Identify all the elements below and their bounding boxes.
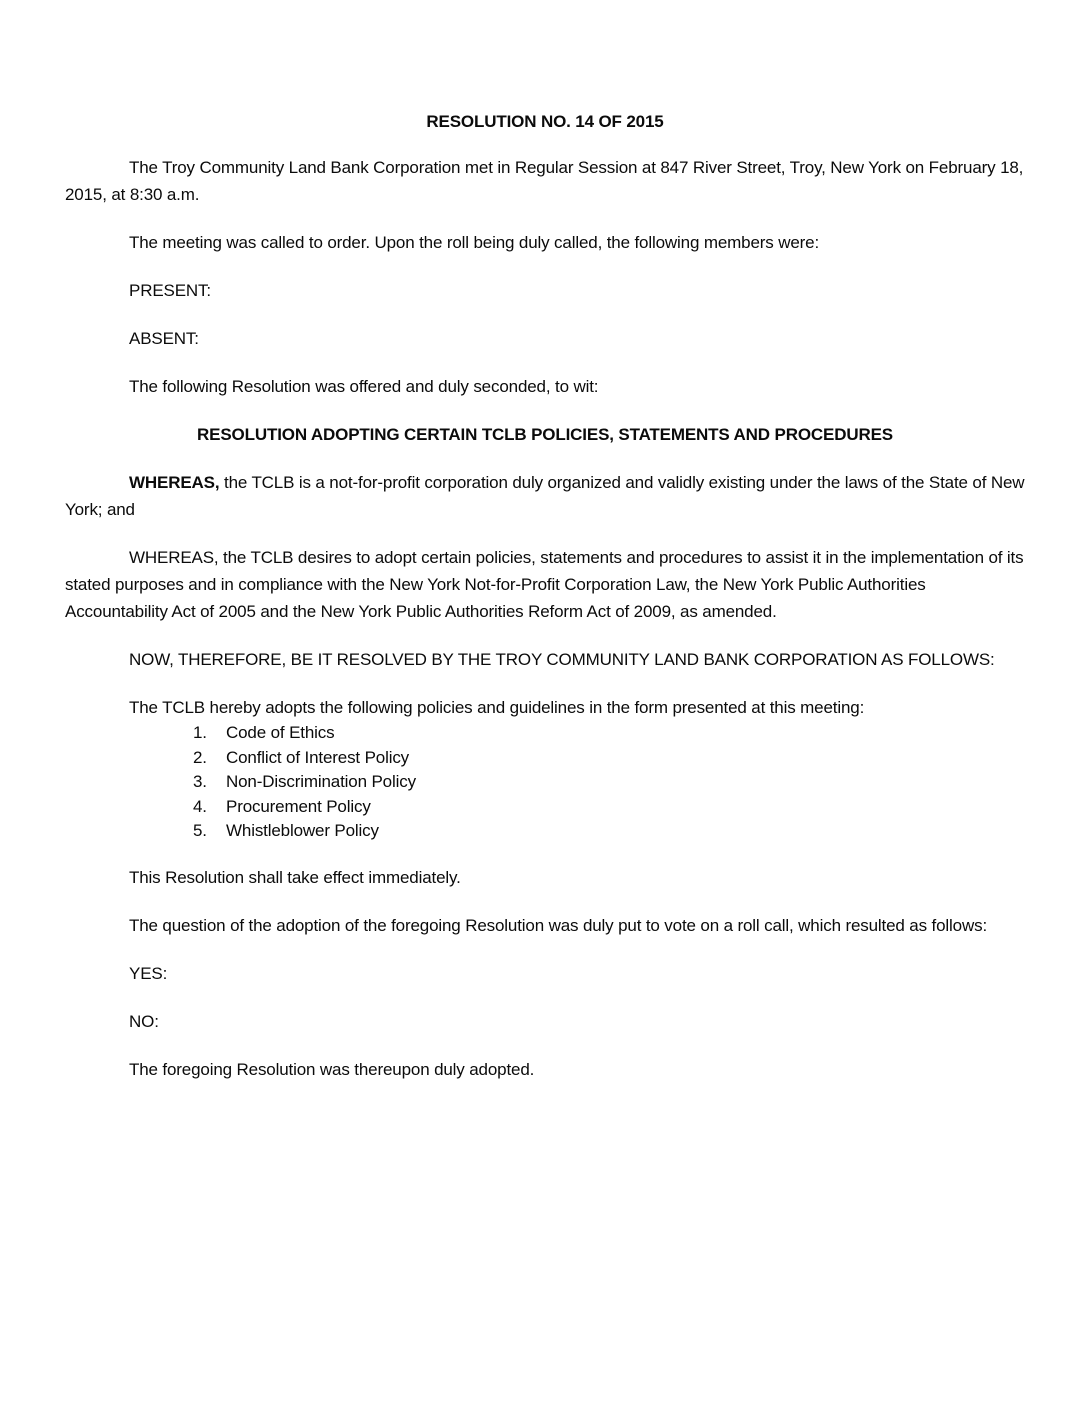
list-item-label: Whistleblower Policy	[226, 821, 379, 840]
paragraph-adopted: The foregoing Resolution was thereupon duly adopted.	[129, 1059, 535, 1079]
paragraph-whereas-1	[65, 469, 1025, 523]
list-item	[193, 746, 1025, 771]
list-item-number: 5.	[193, 821, 207, 840]
list-item	[193, 770, 1025, 795]
list-item-number: 2.	[193, 747, 207, 767]
list-item-label: Conflict of Interest Policy	[226, 747, 410, 767]
paragraph-whereas-2: WHEREAS, the TCLB desires to adopt certain policies, statements and procedures to assist it in the implementation of its stated purposes and in compliance with the New York Not-for-Profit Corporation Law, the New York Public Authorities Accountability Act of 2005 and the New York Public Authorities Reform Act of 2009, as amended.	[65, 548, 1024, 621]
list-item-number: 3.	[193, 772, 207, 791]
paragraph-vote: The question of the adoption of the foregoing Resolution was duly put to vote on a roll call, which resulted as follows:	[129, 915, 988, 935]
paragraph-roll-call: The meeting was called to order. Upon the roll being duly called, the following members were:	[129, 233, 820, 252]
list-item-label: Non-Discrimination Policy	[226, 772, 416, 791]
list-item	[193, 721, 1025, 746]
present-label: PRESENT:	[129, 281, 211, 300]
absent-label: ABSENT:	[129, 329, 199, 348]
resolution-heading: RESOLUTION ADOPTING CERTAIN TCLB POLICIES, STATEMENTS AND PROCEDURES	[197, 425, 893, 444]
paragraph-adopts-policies: The TCLB hereby adopts the following policies and guidelines in the form presented at this meeting:	[129, 698, 865, 717]
paragraph-resolution-offered: The following Resolution was offered and duly seconded, to wit:	[129, 377, 599, 396]
policy-list	[193, 721, 1025, 844]
document-title: RESOLUTION NO. 14 OF 2015	[426, 112, 664, 131]
paragraph-effect: This Resolution shall take effect immediately.	[129, 867, 461, 887]
list-item	[193, 819, 1025, 844]
whereas-1-text: the TCLB is a not-for-profit corporation duly organized and validly existing under the laws of the State of New York; and	[65, 473, 1025, 519]
no-label: NO:	[129, 1011, 159, 1031]
yes-label: YES:	[129, 963, 168, 983]
list-item-label: Code of Ethics	[226, 723, 335, 742]
list-item-label: Procurement Policy	[226, 796, 371, 816]
whereas-bold-lead: WHEREAS,	[129, 473, 220, 492]
paragraph-meeting-details: The Troy Community Land Bank Corporation met in Regular Session at 847 River Street, Troy, New York on February 18, 2015, at 8:30 a.m.	[65, 158, 1024, 204]
paragraph-now-therefore: NOW, THEREFORE, BE IT RESOLVED BY THE TROY COMMUNITY LAND BANK CORPORATION AS FOLLOWS:	[129, 650, 995, 669]
list-item-number: 1.	[193, 723, 207, 742]
list-item-number: 4.	[193, 796, 207, 816]
list-item	[193, 795, 1025, 820]
